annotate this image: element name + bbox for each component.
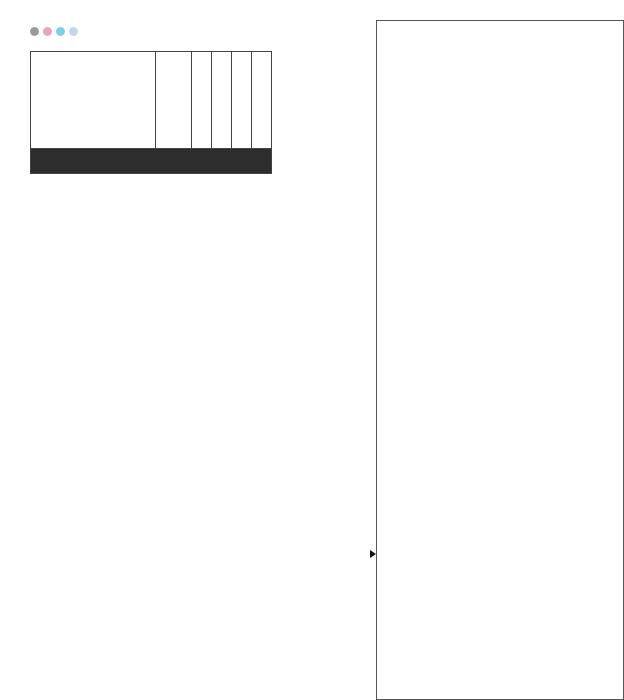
color-key-table xyxy=(30,51,272,174)
header-code xyxy=(156,52,192,149)
bundle-cell xyxy=(31,149,272,174)
stitch-chart-grid xyxy=(377,21,624,700)
dot-grey xyxy=(30,27,39,36)
header-color-name xyxy=(31,52,156,149)
dot-cyan xyxy=(56,27,65,36)
stitch-chart xyxy=(376,20,624,700)
table-header xyxy=(31,52,272,149)
dot-lightblue xyxy=(69,27,78,36)
header-half-strands xyxy=(252,52,272,149)
center-arrow-icon xyxy=(370,550,376,558)
header-cross xyxy=(192,52,212,149)
header-half xyxy=(232,52,252,149)
dot-pink xyxy=(43,27,52,36)
bundle-header xyxy=(31,149,272,174)
color-dots xyxy=(30,27,78,36)
header-cross-strands xyxy=(212,52,232,149)
